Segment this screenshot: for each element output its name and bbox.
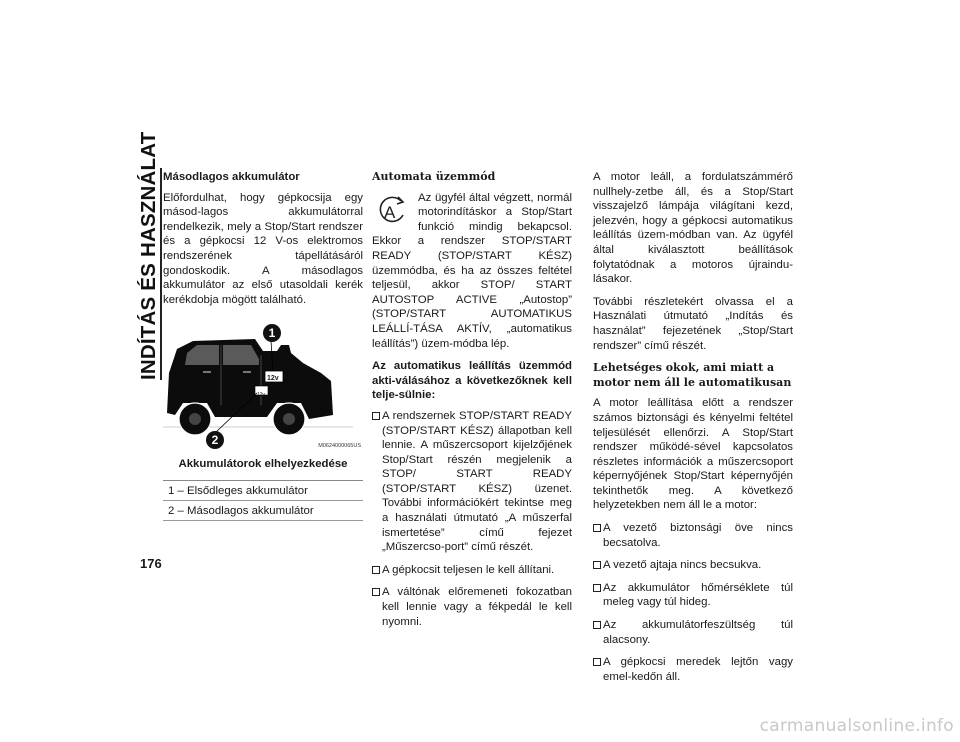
legend-item: 2 – Másodlagos akkumulátor (163, 501, 363, 521)
section-heading-possible-reasons: Lehetséges okok, ami miatt a motor nem áll le automatikusan (593, 361, 792, 389)
column-3 (593, 170, 793, 692)
callout-1: 1 (263, 324, 281, 342)
checkbox-bullet-icon (372, 412, 380, 420)
checkbox-bullet-icon (593, 621, 601, 629)
legend-table (163, 480, 363, 521)
column-1 (163, 170, 363, 521)
bullet-item: Az akkumulátorfeszültség túl alacsony. (593, 618, 793, 647)
paragraph: A motor leáll, a fordulatszámmérő nullhely-zetbe áll, és a Stop/Start visszajelző lámpája világítani kezd, jelezvén, hogy a gépkocsi automatikus leállítás üzem-módban van. Az ügyfél által kiválasztott beállítások folytatódnak a motoros újraindu-lásakor. (593, 171, 793, 286)
chapter-side-tab (136, 131, 166, 380)
callout-2: 2 (206, 431, 224, 449)
checkbox-bullet-icon (593, 561, 601, 569)
section-heading-secondary-battery: Másodlagos akkumulátor (163, 171, 300, 183)
bullet-item: A váltónak előremeneti fokozatban kell lennie vagy a fékpedál le kell nyomni. (372, 585, 572, 629)
paragraph: A motor leállítása előtt a rendszer számos biztonsági és kényelmi feltétel teljesülését ellenőrzi. A Stop/Start rendszer működé-sével kapcsolatos részletes információk a műszercsoport képernyőjének Stop/Start képernyőjén tekinthetők meg. A következő helyzetekben nem áll le a motor: (593, 397, 793, 512)
bullet-item: A vezető ajtaja nincs becsukva. (593, 558, 793, 573)
checkbox-bullet-icon (372, 588, 380, 596)
checkbox-bullet-icon (593, 584, 601, 592)
paragraph: További részletekért olvassa el a Használati útmutató „Indítás és használat” fejezetének „Stop/Start rendszer” című részét. (593, 295, 793, 352)
paragraph: Előfordulhat, hogy gépkocsija egy másod-lagos akkumulátorral rendelkezik, mely a Stop/Start rendszer és a gépkocsi 12 V-os elektromos rendszerének tápellátásáról gondoskodik. A másodlagos akkumulátor az első utasoldali kerék kerékdobja mögött található. (163, 191, 363, 306)
automatic-mode-block (372, 191, 572, 352)
figure-caption: Akkumulátorok elhelyezkedése (178, 458, 348, 471)
bullet-item: Az akkumulátor hőmérséklete túl meleg vagy túl hideg. (593, 581, 793, 610)
column-2 (372, 170, 572, 637)
primary-battery-label: 12v (267, 375, 279, 383)
page-number: 176 (140, 556, 162, 571)
bullet-item: A gépkocsi meredek lejtőn vagy emel-kedőn áll. (593, 655, 793, 684)
bullet-item: A rendszernek STOP/START READY (STOP/START KÉSZ) állapotban kell lennie. A műszercsoport kijelzőjének Stop/Start részén megjelenik a STOP/ START READY (STOP/START KÉSZ) üzenet. További információkért tekintse meg a használati útmutató „A műszerfal ismertetése” című fejezet „Műszercso-port” című részét. (372, 409, 572, 555)
checkbox-bullet-icon (593, 658, 601, 666)
secondary-battery-label: 12v (257, 392, 266, 399)
checkbox-bullet-icon (372, 566, 380, 574)
checkbox-bullet-icon (593, 524, 601, 532)
side-tab-rule (160, 168, 162, 380)
battery-location-figure (163, 315, 363, 453)
watermark: carmanualsonline.info (759, 716, 954, 736)
bullet-item: A gépkocsit teljesen le kell állítani. (372, 563, 572, 578)
auto-icon-letter: A (384, 202, 396, 222)
chapter-title: INDÍTÁS ÉS HASZNÁLAT (137, 131, 160, 380)
section-heading-automatic-mode: Automata üzemmód (372, 170, 496, 183)
legend-item: 1 – Elsődleges akkumulátor (163, 481, 363, 501)
paragraph: Az ügyfél által végzett, normál motorindításkor a Stop/Start funkció mindig bekapcsol. Ekkor a rendszer STOP/START READY (STOP/START KÉSZ) üzemmódba, és ha az összes feltétel teljesül, akkor STOP/ START AUTOSTOP ACTIVE „Autostop” (STOP/START AUTOMATIKUS LEÁLLÍ-TÁSA AKTÍV, „automatikus leállítás”) üzem-módba lép. (372, 191, 572, 350)
bullet-item: A vezető biztonsági öve nincs becsatolva. (593, 521, 793, 550)
image-code: M0624000065US (318, 443, 361, 450)
stop-start-auto-icon (372, 193, 412, 227)
subheading-conditions: Az automatikus leállítás üzemmód akti-válásához a következőknek kell telje-sülnie: (372, 360, 572, 402)
